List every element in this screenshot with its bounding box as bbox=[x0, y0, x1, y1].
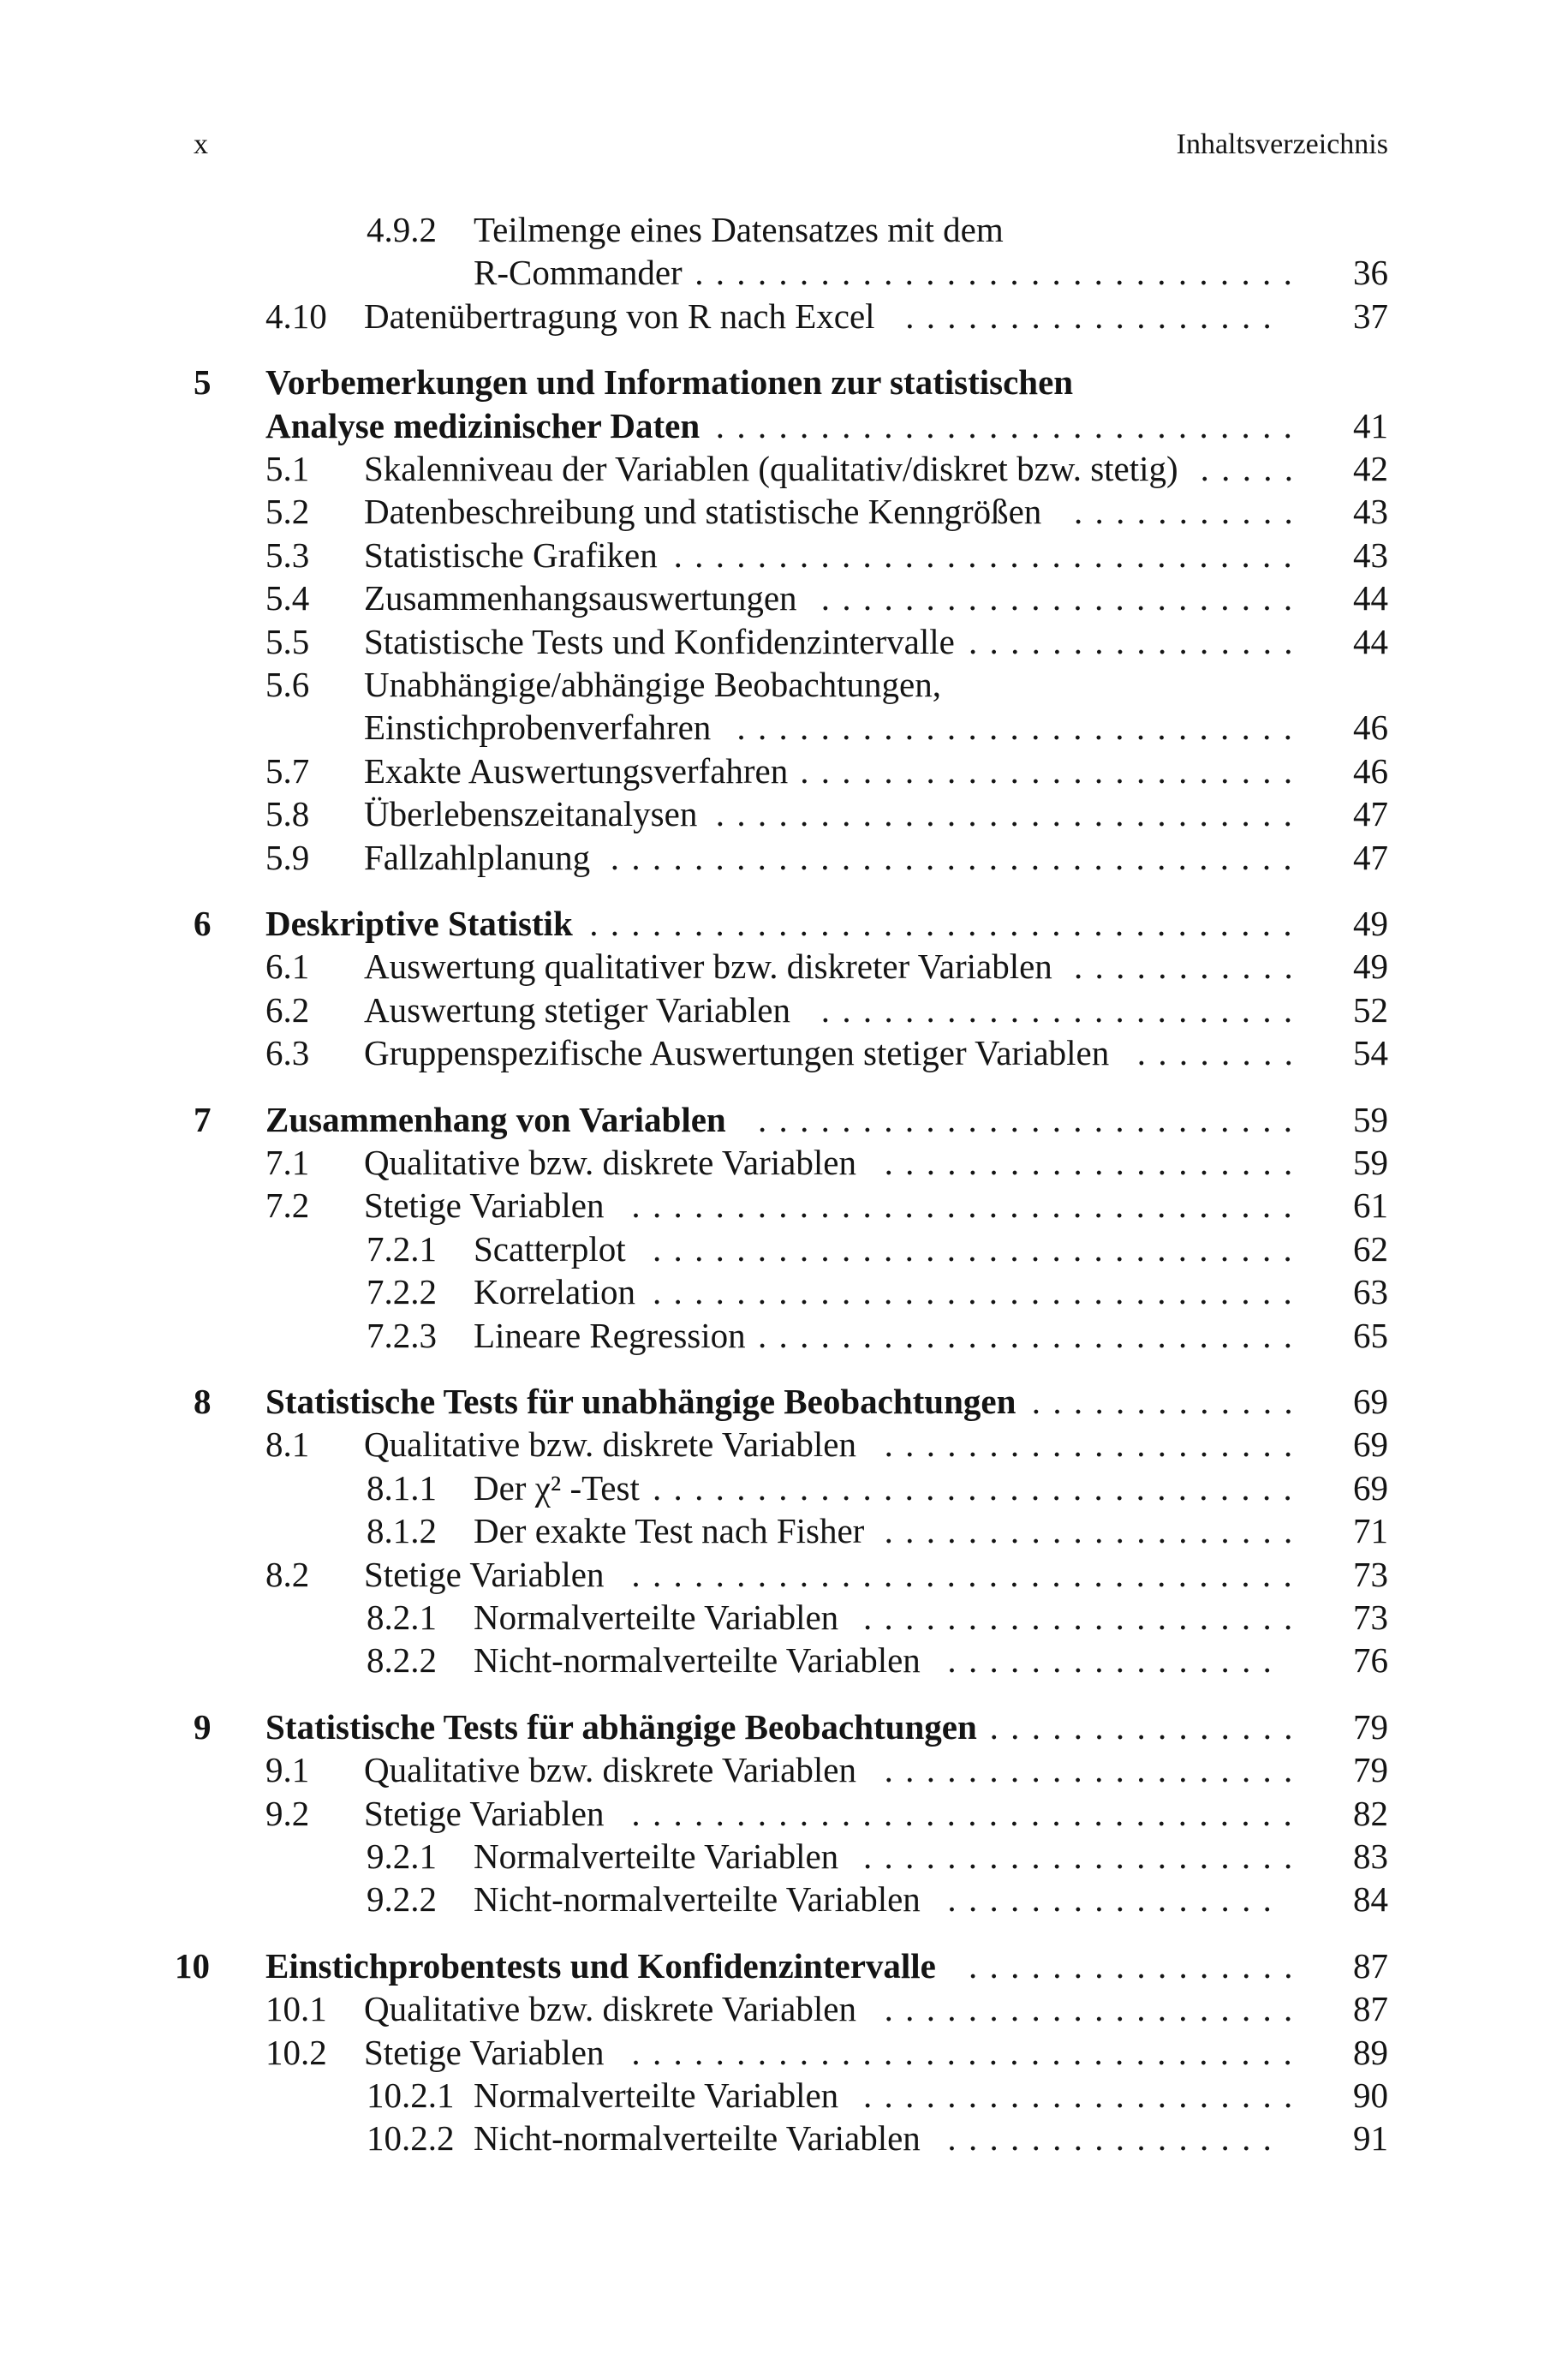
dot-leader: ........ bbox=[1136, 1033, 1306, 1073]
toc-entry-page-number: 76 bbox=[1353, 1640, 1388, 1681]
toc-section-entry[interactable] bbox=[0, 1552, 1568, 1597]
toc-entry-title: Auswertung stetiger Variablen bbox=[364, 989, 790, 1030]
toc-entry-number: 9.2 bbox=[265, 1793, 310, 1833]
page-number-roman: x bbox=[194, 128, 208, 160]
toc-subsection-entry[interactable] bbox=[0, 250, 1568, 295]
toc-entry-number: 8.1.1 bbox=[367, 1467, 437, 1508]
toc-section-entry[interactable] bbox=[0, 619, 1568, 664]
dot-leader: ............................ bbox=[715, 405, 1305, 445]
dot-leader: ........................... bbox=[736, 708, 1305, 748]
running-head: Inhaltsverzeichnis bbox=[1176, 128, 1388, 160]
dot-leader: ............................... bbox=[653, 1272, 1305, 1312]
toc-entry-page-number: 61 bbox=[1353, 1186, 1388, 1226]
toc-entry-title: Qualitative bzw. diskrete Variablen bbox=[364, 1143, 856, 1182]
toc-entry-page-number: 59 bbox=[1353, 1143, 1388, 1182]
toc-entry-title: Normalverteilte Variablen bbox=[474, 1837, 839, 1876]
toc-entry-number: 10.2 bbox=[265, 2032, 327, 2072]
toc-entry-number: 4.9.2 bbox=[367, 210, 437, 249]
toc-entry-title: Fallzahlplanung bbox=[364, 837, 591, 877]
toc-entry-title: Statistische Tests für abhängige Beobachtungen bbox=[265, 1706, 977, 1747]
dot-leader: ................ bbox=[947, 2118, 1285, 2159]
toc-chapter-entry[interactable] bbox=[0, 1097, 1568, 1142]
toc-entry-page-number: 43 bbox=[1353, 535, 1388, 575]
dot-leader: ............................... bbox=[653, 1467, 1305, 1508]
dot-leader: ............. bbox=[1031, 1382, 1305, 1421]
toc-section-entry[interactable] bbox=[0, 489, 1568, 534]
toc-entry-page-number: 54 bbox=[1353, 1033, 1388, 1073]
toc-subsection-entry[interactable] bbox=[0, 1508, 1568, 1553]
toc-entry-page-number: 84 bbox=[1353, 1879, 1388, 1920]
toc-entry-title: Normalverteilte Variablen bbox=[474, 2075, 839, 2115]
toc-entry-page-number: 47 bbox=[1353, 837, 1388, 877]
toc-section-entry[interactable] bbox=[0, 1183, 1568, 1227]
dot-leader: ................................ bbox=[631, 2032, 1304, 2072]
toc-entry-number: 7.2.1 bbox=[367, 1228, 437, 1269]
toc-entry-title: Skalenniveau der Variablen (qualitativ/diskret bzw. stetig) bbox=[364, 449, 1178, 488]
dot-leader: ..... bbox=[1200, 449, 1306, 488]
toc-entry-title: Datenübertragung von R nach Excel bbox=[364, 296, 875, 336]
toc-subsection-entry[interactable] bbox=[0, 207, 1568, 252]
toc-entry-title: Scatterplot bbox=[474, 1228, 626, 1269]
toc-section-entry[interactable] bbox=[0, 576, 1568, 620]
dot-leader: ............................. bbox=[695, 253, 1305, 293]
toc-entry-title: Stetige Variablen bbox=[364, 1186, 605, 1226]
toc-chapter-entry[interactable] bbox=[0, 1379, 1568, 1424]
toc-entry-page-number: 90 bbox=[1353, 2075, 1388, 2115]
toc-entry-number: 8 bbox=[194, 1382, 212, 1421]
toc-subsection-entry[interactable] bbox=[0, 1834, 1568, 1878]
dot-leader: .................... bbox=[884, 1143, 1305, 1182]
dot-leader: ..................... bbox=[863, 1598, 1305, 1637]
toc-entry-title: Exakte Auswertungsverfahren bbox=[364, 750, 789, 791]
toc-entry-title: Lineare Regression bbox=[474, 1315, 746, 1355]
toc-subsection-entry[interactable] bbox=[0, 1595, 1568, 1639]
toc-entry-title: Einstichprobentests und Konfidenzintervalle bbox=[265, 1945, 936, 1986]
toc-chapter-entry[interactable] bbox=[0, 901, 1568, 946]
toc-entry-title: Stetige Variablen bbox=[364, 1793, 605, 1833]
dot-leader: .................. bbox=[905, 296, 1285, 336]
toc-entry-page-number: 82 bbox=[1353, 1793, 1388, 1833]
toc-entry-title: Auswertung qualitativer bzw. diskreter Variablen bbox=[364, 947, 1052, 987]
toc-entry-title: Der χ² -Test bbox=[474, 1467, 640, 1508]
dot-leader: ................ bbox=[969, 621, 1305, 661]
toc-entry-number: 6.1 bbox=[265, 947, 310, 987]
toc-entry-title: Normalverteilte Variablen bbox=[474, 1598, 839, 1637]
toc-entry-title: Nicht-normalverteilte Variablen bbox=[474, 1879, 921, 1920]
toc-section-entry[interactable] bbox=[0, 1422, 1568, 1466]
dot-leader: ................................ bbox=[631, 1793, 1304, 1833]
toc-entry-page-number: 49 bbox=[1353, 904, 1388, 943]
toc-entry-number: 7 bbox=[194, 1099, 212, 1139]
toc-entry-title: Analyse medizinischer Daten bbox=[265, 405, 701, 445]
toc-entry-title: Gruppenspezifische Auswertungen stetiger Variablen bbox=[364, 1033, 1110, 1073]
toc-entry-title: Stetige Variablen bbox=[364, 1554, 605, 1594]
toc-entry-number: 9.2.1 bbox=[367, 1837, 437, 1876]
toc-entry-number: 5.4 bbox=[265, 578, 310, 618]
toc-entry-number: 7.2.2 bbox=[367, 1272, 437, 1312]
dot-leader: .......................... bbox=[758, 1315, 1305, 1355]
toc-section-entry[interactable] bbox=[0, 988, 1568, 1032]
toc-subsection-entry[interactable] bbox=[0, 1638, 1568, 1682]
toc-entry-title: Nicht-normalverteilte Variablen bbox=[474, 2118, 921, 2159]
dot-leader: .................... bbox=[884, 1750, 1305, 1790]
toc-entry-page-number: 49 bbox=[1353, 947, 1388, 987]
toc-entry-number: 5.3 bbox=[265, 535, 310, 575]
dot-leader: .............................. bbox=[673, 535, 1305, 575]
toc-entry-number: 10.2.1 bbox=[367, 2075, 455, 2115]
toc-entry-number: 9.2.2 bbox=[367, 1879, 437, 1920]
toc-entry-number: 5.9 bbox=[265, 837, 310, 877]
toc-entry-title: Qualitative bzw. diskrete Variablen bbox=[364, 1989, 856, 2029]
toc-entry-page-number: 43 bbox=[1353, 492, 1388, 532]
toc-entry-title: R-Commander bbox=[474, 253, 683, 293]
toc-section-entry[interactable] bbox=[0, 1140, 1568, 1185]
dot-leader: ................ bbox=[947, 1640, 1285, 1681]
toc-section-entry[interactable] bbox=[0, 835, 1568, 880]
toc-entry-number: 7.2.3 bbox=[367, 1315, 437, 1355]
toc-section-entry[interactable] bbox=[0, 446, 1568, 491]
toc-entry-title: Zusammenhangsauswertungen bbox=[364, 578, 797, 618]
toc-entry-page-number: 89 bbox=[1353, 2032, 1388, 2072]
toc-entry-page-number: 59 bbox=[1353, 1099, 1388, 1139]
toc-entry-number: 5 bbox=[194, 362, 212, 403]
toc-entry-page-number: 42 bbox=[1353, 449, 1388, 488]
toc-entry-number: 6 bbox=[194, 904, 212, 943]
toc-entry-title: Vorbemerkungen und Informationen zur statistischen bbox=[265, 362, 1074, 403]
toc-chapter-entry[interactable] bbox=[0, 1944, 1568, 1988]
dot-leader: ................................ bbox=[631, 1186, 1304, 1226]
toc-entry-page-number: 63 bbox=[1353, 1272, 1388, 1312]
toc-entry-page-number: 62 bbox=[1353, 1228, 1388, 1269]
dot-leader: ................................. bbox=[610, 837, 1304, 877]
toc-entry-number: 8.2.1 bbox=[367, 1598, 437, 1637]
toc-entry-page-number: 91 bbox=[1353, 2118, 1388, 2159]
toc-section-entry[interactable] bbox=[0, 1791, 1568, 1836]
dot-leader: .................................. bbox=[589, 904, 1304, 943]
toc-entry-title: Statistische Tests und Konfidenzintervalle bbox=[364, 621, 955, 661]
toc-entry-number: 5.5 bbox=[265, 621, 310, 661]
toc-entry-number: 8.2.2 bbox=[367, 1640, 437, 1681]
toc-entry-number: 6.2 bbox=[265, 989, 310, 1030]
toc-entry-page-number: 44 bbox=[1353, 578, 1388, 618]
toc-section-entry[interactable] bbox=[0, 294, 1568, 338]
toc-entry-title: Statistische Tests für unabhängige Beobachtungen bbox=[265, 1382, 1017, 1421]
toc-section-entry[interactable] bbox=[0, 791, 1568, 836]
toc-entry-title: Unabhängige/abhängige Beobachtungen, bbox=[364, 665, 941, 704]
toc-section-entry[interactable] bbox=[0, 1747, 1568, 1792]
toc-entry-page-number: 69 bbox=[1353, 1382, 1388, 1421]
toc-subsection-entry[interactable] bbox=[0, 1466, 1568, 1510]
dot-leader: .......................... bbox=[758, 1099, 1305, 1139]
toc-entry-number: 7.2 bbox=[265, 1186, 310, 1226]
toc-entry-page-number: 69 bbox=[1353, 1467, 1388, 1508]
toc-entry-title: Einstichprobenverfahren bbox=[364, 708, 712, 748]
toc-entry-page-number: 46 bbox=[1353, 750, 1388, 791]
toc-entry-page-number: 36 bbox=[1353, 253, 1388, 293]
dot-leader: ................ bbox=[969, 1945, 1305, 1986]
toc-entry-page-number: 73 bbox=[1353, 1598, 1388, 1637]
dot-leader: ........... bbox=[1074, 947, 1306, 987]
toc-section-entry[interactable] bbox=[0, 749, 1568, 793]
toc-entry-title: Zusammenhang von Variablen bbox=[265, 1099, 726, 1139]
dot-leader: ................................ bbox=[631, 1554, 1304, 1594]
toc-entry-number: 10 bbox=[175, 1945, 210, 1986]
toc-entry-number: 7.1 bbox=[265, 1143, 310, 1182]
toc-entry-number: 5.1 bbox=[265, 449, 310, 488]
toc-entry-page-number: 83 bbox=[1353, 1837, 1388, 1876]
toc-entry-number: 10.1 bbox=[265, 1989, 327, 2029]
toc-entry-number: 8.1.2 bbox=[367, 1511, 437, 1551]
toc-entry-page-number: 69 bbox=[1353, 1424, 1388, 1465]
toc-entry-page-number: 44 bbox=[1353, 621, 1388, 661]
dot-leader: ........................ bbox=[800, 750, 1305, 791]
toc-entry-page-number: 71 bbox=[1353, 1511, 1388, 1551]
toc-entry-title: Statistische Grafiken bbox=[364, 535, 658, 575]
toc-entry-number: 8.2 bbox=[265, 1554, 310, 1594]
dot-leader: ............................ bbox=[715, 794, 1305, 834]
toc-subsection-entry[interactable] bbox=[0, 1877, 1568, 1921]
toc-entry-number: 5.6 bbox=[265, 665, 310, 704]
toc-subsection-entry[interactable] bbox=[0, 2073, 1568, 2117]
toc-entry-number: 5.7 bbox=[265, 750, 310, 791]
dot-leader: ............................... bbox=[653, 1228, 1305, 1269]
toc-entry-number: 10.2.2 bbox=[367, 2118, 455, 2159]
dot-leader: .................... bbox=[884, 1511, 1305, 1551]
toc-entry-title: Überlebenszeitanalysen bbox=[364, 794, 698, 834]
dot-leader: ....................... bbox=[820, 989, 1305, 1030]
toc-entry-page-number: 73 bbox=[1353, 1554, 1388, 1594]
toc-section-entry[interactable] bbox=[0, 2030, 1568, 2075]
toc-section-entry[interactable] bbox=[0, 944, 1568, 988]
toc-entry-page-number: 41 bbox=[1353, 405, 1388, 445]
toc-entry-page-number: 52 bbox=[1353, 989, 1388, 1030]
dot-leader: ............... bbox=[989, 1706, 1305, 1747]
toc-entry-number: 8.1 bbox=[265, 1424, 310, 1465]
toc-entry-page-number: 46 bbox=[1353, 708, 1388, 748]
toc-subsection-entry[interactable] bbox=[0, 1269, 1568, 1314]
toc-entry-title: Korrelation bbox=[474, 1272, 635, 1312]
toc-section-entry[interactable] bbox=[0, 705, 1568, 750]
toc-entry-number: 5.2 bbox=[265, 492, 310, 532]
dot-leader: ................ bbox=[947, 1879, 1285, 1920]
toc-entry-number: 5.8 bbox=[265, 794, 310, 834]
toc-entry-title: Stetige Variablen bbox=[364, 2032, 605, 2072]
toc-entry-title: Teilmenge eines Datensatzes mit dem bbox=[474, 210, 1004, 249]
toc-entry-title: Qualitative bzw. diskrete Variablen bbox=[364, 1750, 856, 1790]
dot-leader: ....................... bbox=[820, 578, 1305, 618]
toc-entry-title: Deskriptive Statistik bbox=[265, 904, 573, 943]
toc-section-entry[interactable] bbox=[0, 1986, 1568, 2031]
toc-entry-page-number: 87 bbox=[1353, 1945, 1388, 1986]
dot-leader: ..................... bbox=[863, 1837, 1305, 1876]
toc-entry-title: Nicht-normalverteilte Variablen bbox=[474, 1640, 921, 1681]
toc-entry-page-number: 65 bbox=[1353, 1315, 1388, 1355]
toc-entry-page-number: 79 bbox=[1353, 1750, 1388, 1790]
toc-entry-title: Datenbeschreibung und statistische Kenngrößen bbox=[364, 492, 1042, 532]
toc-section-entry[interactable] bbox=[0, 1030, 1568, 1075]
toc-entry-title: Der exakte Test nach Fisher bbox=[474, 1511, 865, 1551]
toc-entry-page-number: 79 bbox=[1353, 1706, 1388, 1747]
toc-section-entry[interactable] bbox=[0, 662, 1568, 707]
toc-chapter-entry[interactable] bbox=[0, 360, 1568, 404]
dot-leader: ..................... bbox=[863, 2075, 1305, 2115]
toc-entry-number: 9.1 bbox=[265, 1750, 310, 1790]
toc-chapter-entry[interactable] bbox=[0, 403, 1568, 448]
toc-subsection-entry[interactable] bbox=[0, 1227, 1568, 1271]
toc-subsection-entry[interactable] bbox=[0, 2116, 1568, 2160]
toc-entry-page-number: 47 bbox=[1353, 794, 1388, 834]
toc-subsection-entry[interactable] bbox=[0, 1313, 1568, 1358]
toc-entry-page-number: 87 bbox=[1353, 1989, 1388, 2029]
toc-chapter-entry[interactable] bbox=[0, 1705, 1568, 1749]
toc-entry-number: 6.3 bbox=[265, 1033, 310, 1073]
toc-section-entry[interactable] bbox=[0, 533, 1568, 577]
toc-entry-number: 9 bbox=[194, 1706, 212, 1747]
dot-leader: .................... bbox=[884, 1424, 1305, 1465]
toc-entry-page-number: 37 bbox=[1353, 296, 1388, 336]
toc-entry-title: Qualitative bzw. diskrete Variablen bbox=[364, 1424, 856, 1465]
dot-leader: .................... bbox=[884, 1989, 1305, 2029]
dot-leader: ........... bbox=[1074, 492, 1306, 532]
toc-entry-number: 4.10 bbox=[265, 296, 327, 336]
